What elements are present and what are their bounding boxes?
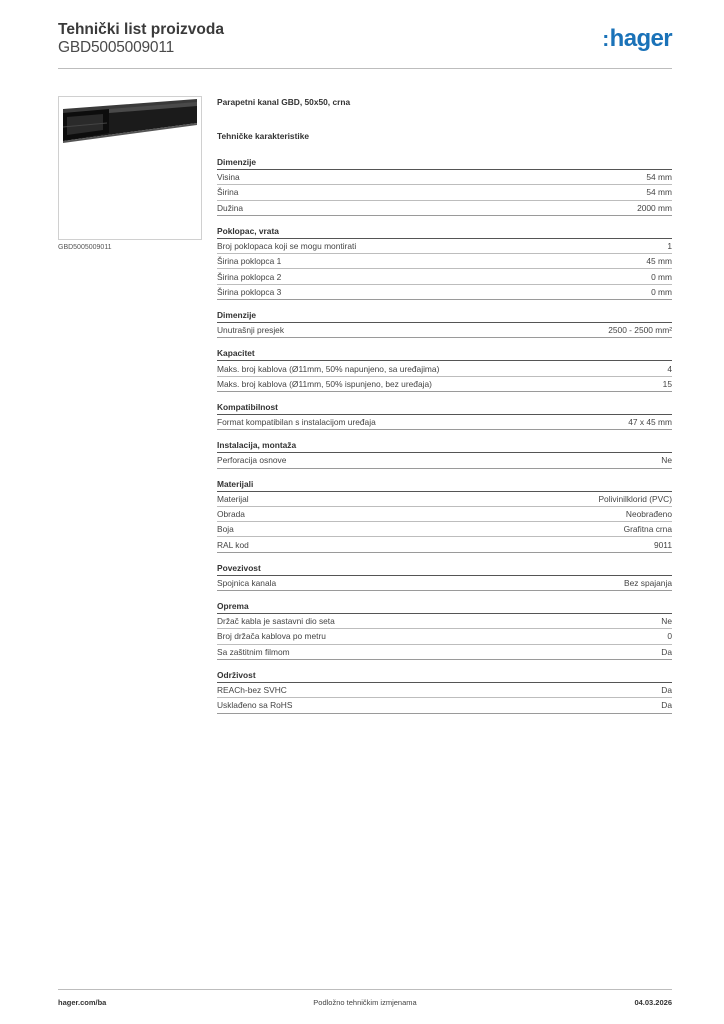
spec-row	[217, 254, 672, 269]
spec-value: Da	[661, 700, 672, 711]
spec-label: Širina poklopca 2	[217, 271, 282, 282]
spec-group	[217, 347, 672, 392]
spec-row	[217, 683, 672, 698]
spec-value: Ne	[661, 616, 672, 627]
spec-group	[217, 156, 672, 216]
spec-row	[217, 269, 672, 284]
cable-duct-image	[59, 97, 201, 239]
spec-value: 9011	[653, 539, 672, 550]
hager-logo	[602, 25, 672, 53]
footer-website[interactable]: hager.com/ba	[58, 998, 107, 1007]
group-title: Kapacitet	[217, 347, 672, 361]
spec-label: Širina	[217, 187, 239, 198]
spec-label: Visina	[217, 172, 240, 183]
spec-row	[217, 415, 672, 430]
spec-row	[217, 185, 672, 200]
spec-label: Broj držača kablova po metru	[217, 631, 326, 642]
spec-row	[217, 507, 672, 522]
spec-label: Dužina	[217, 202, 244, 213]
spec-label: Perforacija osnove	[217, 455, 287, 466]
spec-value: Bez spajanja	[624, 577, 672, 588]
group-title: Dimenzije	[217, 309, 672, 323]
spec-row	[217, 170, 672, 185]
spec-value: Neobrađeno	[625, 509, 672, 519]
spec-row	[217, 361, 672, 376]
spec-value: 2000 mm	[637, 202, 672, 213]
group-title: Povezivost	[217, 562, 672, 576]
logo-text: hager	[609, 25, 672, 52]
section-title: Tehničke karakteristike	[217, 131, 310, 141]
spec-label: Unutrašnji presjek	[217, 325, 285, 336]
spec-label: RAL kod	[217, 539, 249, 550]
image-caption: GBD5005009011	[58, 244, 112, 251]
spec-label: Maks. broj kablova (Ø11mm, 50% napunjeno, sa uređajima)	[217, 363, 440, 374]
product-name: Parapetni kanal GBD, 50x50, crna	[217, 97, 351, 107]
header-divider	[58, 68, 672, 69]
spec-row	[217, 522, 672, 537]
spec-row	[217, 285, 672, 300]
spec-group	[217, 478, 672, 553]
product-code: GBD5005009011	[58, 39, 175, 56]
group-title: Dimenzije	[217, 156, 672, 170]
spec-value: 0 mm	[651, 271, 672, 282]
footer-date: 04.03.2026	[634, 998, 672, 1007]
spec-row	[217, 629, 672, 644]
spec-value: 1	[667, 241, 672, 252]
spec-value: Ne	[661, 455, 672, 466]
spec-value: 54 mm	[646, 172, 672, 183]
group-title: Kompatibilnost	[217, 401, 672, 415]
spec-value: 15	[662, 378, 672, 389]
footer-notice: Podložno tehničkim izmjenama	[313, 998, 417, 1007]
spec-row	[217, 537, 672, 552]
spec-row	[217, 453, 672, 468]
spec-row	[217, 645, 672, 660]
spec-row	[217, 377, 672, 392]
spec-label: Širina poklopca 3	[217, 286, 282, 297]
spec-value: 54 mm	[646, 187, 672, 198]
group-title: Poklopac, vrata	[217, 225, 672, 239]
group-title: Instalacija, montaža	[217, 439, 672, 453]
spec-label: Spojnica kanala	[217, 577, 277, 588]
spec-value: 0 mm	[651, 286, 672, 297]
page-footer	[58, 998, 672, 1010]
spec-row	[217, 698, 672, 713]
spec-value: 47 x 45 mm	[628, 417, 672, 428]
spec-group	[217, 600, 672, 660]
spec-content	[217, 97, 672, 723]
spec-value: Grafitna crna	[623, 524, 672, 535]
product-image	[58, 96, 202, 240]
spec-row	[217, 323, 672, 338]
spec-group	[217, 309, 672, 338]
spec-row	[217, 239, 672, 254]
spec-value: Da	[661, 646, 672, 657]
spec-label: Usklađeno sa RoHS	[217, 700, 293, 711]
spec-group	[217, 225, 672, 300]
group-title: Održivost	[217, 669, 672, 683]
spec-group	[217, 669, 672, 714]
spec-value: Polivinilklorid (PVC)	[598, 493, 672, 504]
spec-label: Materijal	[217, 493, 249, 504]
spec-label: Širina poklopca 1	[217, 256, 282, 267]
spec-group	[217, 439, 672, 468]
spec-label: Broj poklopaca koji se mogu montirati	[217, 241, 357, 252]
document-title: Tehnički list proizvoda	[58, 21, 224, 38]
spec-row	[217, 201, 672, 216]
spec-label: Sa zaštitnim filmom	[217, 646, 290, 657]
spec-row	[217, 614, 672, 629]
spec-value: 2500 - 2500 mm²	[608, 325, 672, 336]
spec-label: Format kompatibilan s instalacijom uređaja	[217, 417, 376, 428]
spec-value: 0	[667, 631, 672, 642]
page-header	[58, 21, 672, 69]
spec-label: Držač kabla je sastavni dio seta	[217, 616, 335, 627]
footer-divider	[58, 989, 672, 990]
spec-label: Maks. broj kablova (Ø11mm, 50% ispunjeno, bez uređaja)	[217, 378, 432, 389]
spec-value: Da	[661, 685, 672, 696]
spec-value: 45 mm	[646, 256, 672, 267]
spec-label: Boja	[217, 524, 234, 535]
spec-label: Obrada	[217, 509, 245, 519]
spec-groups	[217, 156, 672, 714]
spec-group	[217, 562, 672, 591]
group-title: Materijali	[217, 478, 672, 492]
spec-row	[217, 576, 672, 591]
logo-dots: :	[602, 28, 609, 51]
group-title: Oprema	[217, 600, 672, 614]
spec-value: 4	[667, 363, 672, 374]
spec-group	[217, 401, 672, 430]
spec-row	[217, 492, 672, 507]
spec-label: REACh-bez SVHC	[217, 685, 287, 696]
